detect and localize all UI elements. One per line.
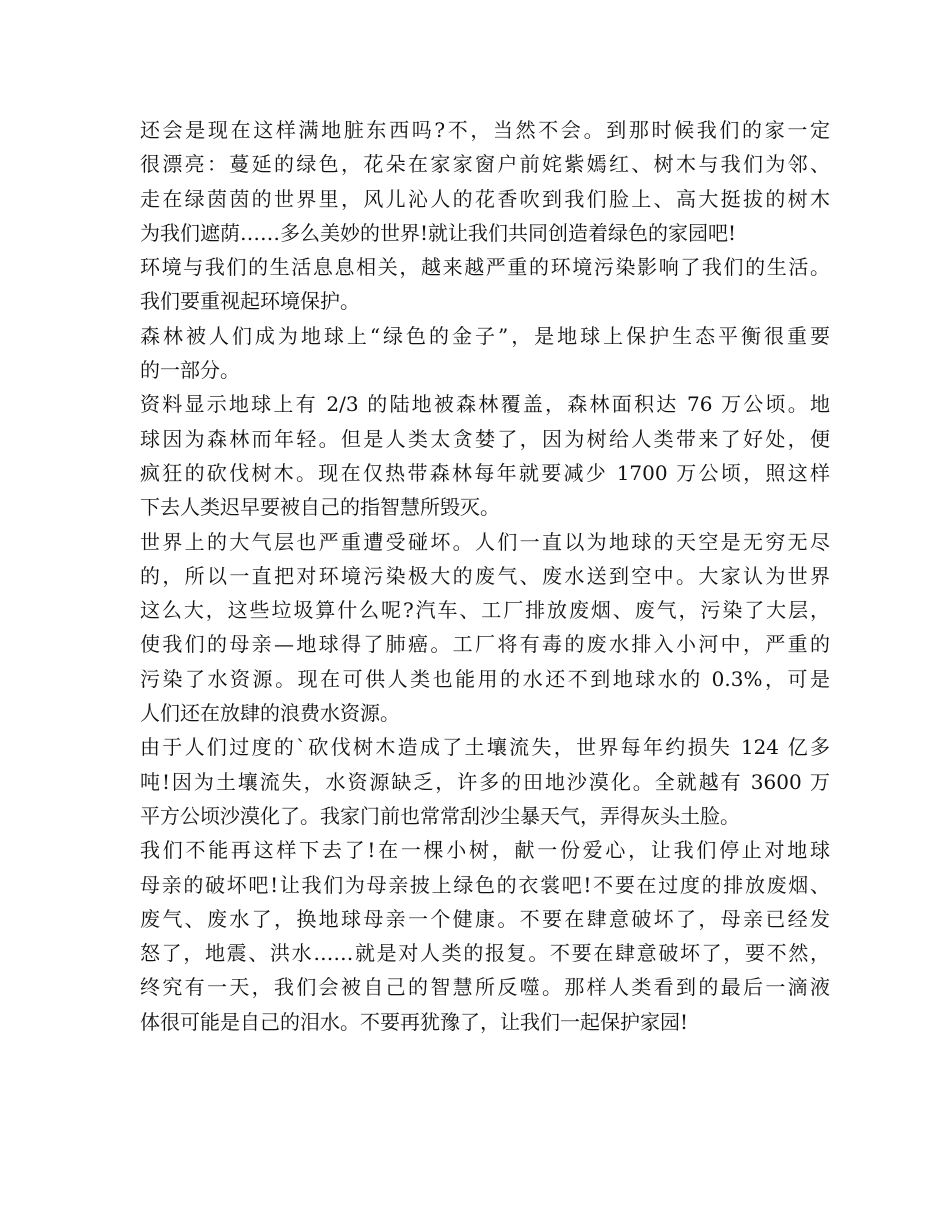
text-line: 平方公顷沙漠化了。我家门前也常常刮沙尘暴天气，弄得灰头土脸。 <box>140 803 740 828</box>
text-line: 废气、废水了，换地球母亲一个健康。不要在肆意破坏了，母亲已经发 <box>140 906 830 931</box>
text-line: 下去人类迟早要被自己的指智慧所毁灭。 <box>140 495 500 520</box>
text-line: 的一部分。 <box>140 358 240 383</box>
text-line: 由于人们过度的`砍伐树木造成了土壤流失，世界每年约损失 124 亿多 <box>140 735 830 760</box>
text-line: 终究有一天，我们会被自己的智慧所反噬。那样人类看到的最后一滴液 <box>140 975 830 1000</box>
text-line: 污染了水资源。现在可供人类也能用的水还不到地球水的 0.3%，可是 <box>140 666 830 691</box>
text-line: 环境与我们的生活息息相关，越来越严重的环境污染影响了我们的生活。 <box>140 255 830 280</box>
text-line: 疯狂的砍伐树木。现在仅热带森林每年就要减少 1700 万公顷，照这样 <box>140 460 830 485</box>
text-line: 这么大，这些垃圾算什么呢?汽车、工厂排放废烟、废气，污染了大层， <box>140 598 830 623</box>
text-line: 体很可能是自己的泪水。不要再犹豫了，让我们一起保护家园! <box>140 1009 689 1034</box>
text-line: 很漂亮：蔓延的绿色，花朵在家家窗户前姹紫嫣红、树木与我们为邻、 <box>140 152 830 177</box>
text-line: 人们还在放肆的浪费水资源。 <box>140 701 400 726</box>
text-line: 球因为森林而年轻。但是人类太贪婪了，因为树给人类带来了好处，便 <box>140 426 830 451</box>
text-line: 我们不能再这样下去了!在一棵小树，献一份爱心，让我们停止对地球 <box>140 838 830 863</box>
text-line: 我们要重视起环境保护。 <box>140 289 360 314</box>
text-line: 母亲的破坏吧!让我们为母亲披上绿色的衣裳吧!不要在过度的排放废烟、 <box>140 872 830 897</box>
text-line: 走在绿茵茵的世界里，风儿沁人的花香吹到我们脸上、高大挺拔的树木 <box>140 186 830 211</box>
text-line: 为我们遮荫……多么美妙的世界!就让我们共同创造着绿色的家园吧! <box>140 220 737 245</box>
text-line: 森林被人们成为地球上“绿色的金子”，是地球上保护生态平衡很重要 <box>140 323 830 348</box>
text-line: 吨!因为土壤流失，水资源缺乏，许多的田地沙漠化。全就越有 3600 万 <box>140 769 830 794</box>
text-line: 使我们的母亲—地球得了肺癌。工厂将有毒的废水排入小河中，严重的 <box>140 632 830 657</box>
text-line: 的，所以一直把对环境污染极大的废气、废水送到空中。大家认为世界 <box>140 563 830 588</box>
body-text <box>140 113 830 1039</box>
text-line: 世界上的大气层也严重遭受碰坏。人们一直以为地球的天空是无穷无尽 <box>140 529 830 554</box>
text-line: 资料显示地球上有 2/3 的陆地被森林覆盖，森林面积达 76 万公顷。地 <box>140 392 830 417</box>
text-line: 还会是现在这样满地脏东西吗?不，当然不会。到那时候我们的家一定 <box>140 118 830 142</box>
text-line: 怒了，地震、洪水……就是对人类的报复。不要在肆意破坏了，要不然， <box>140 941 830 966</box>
